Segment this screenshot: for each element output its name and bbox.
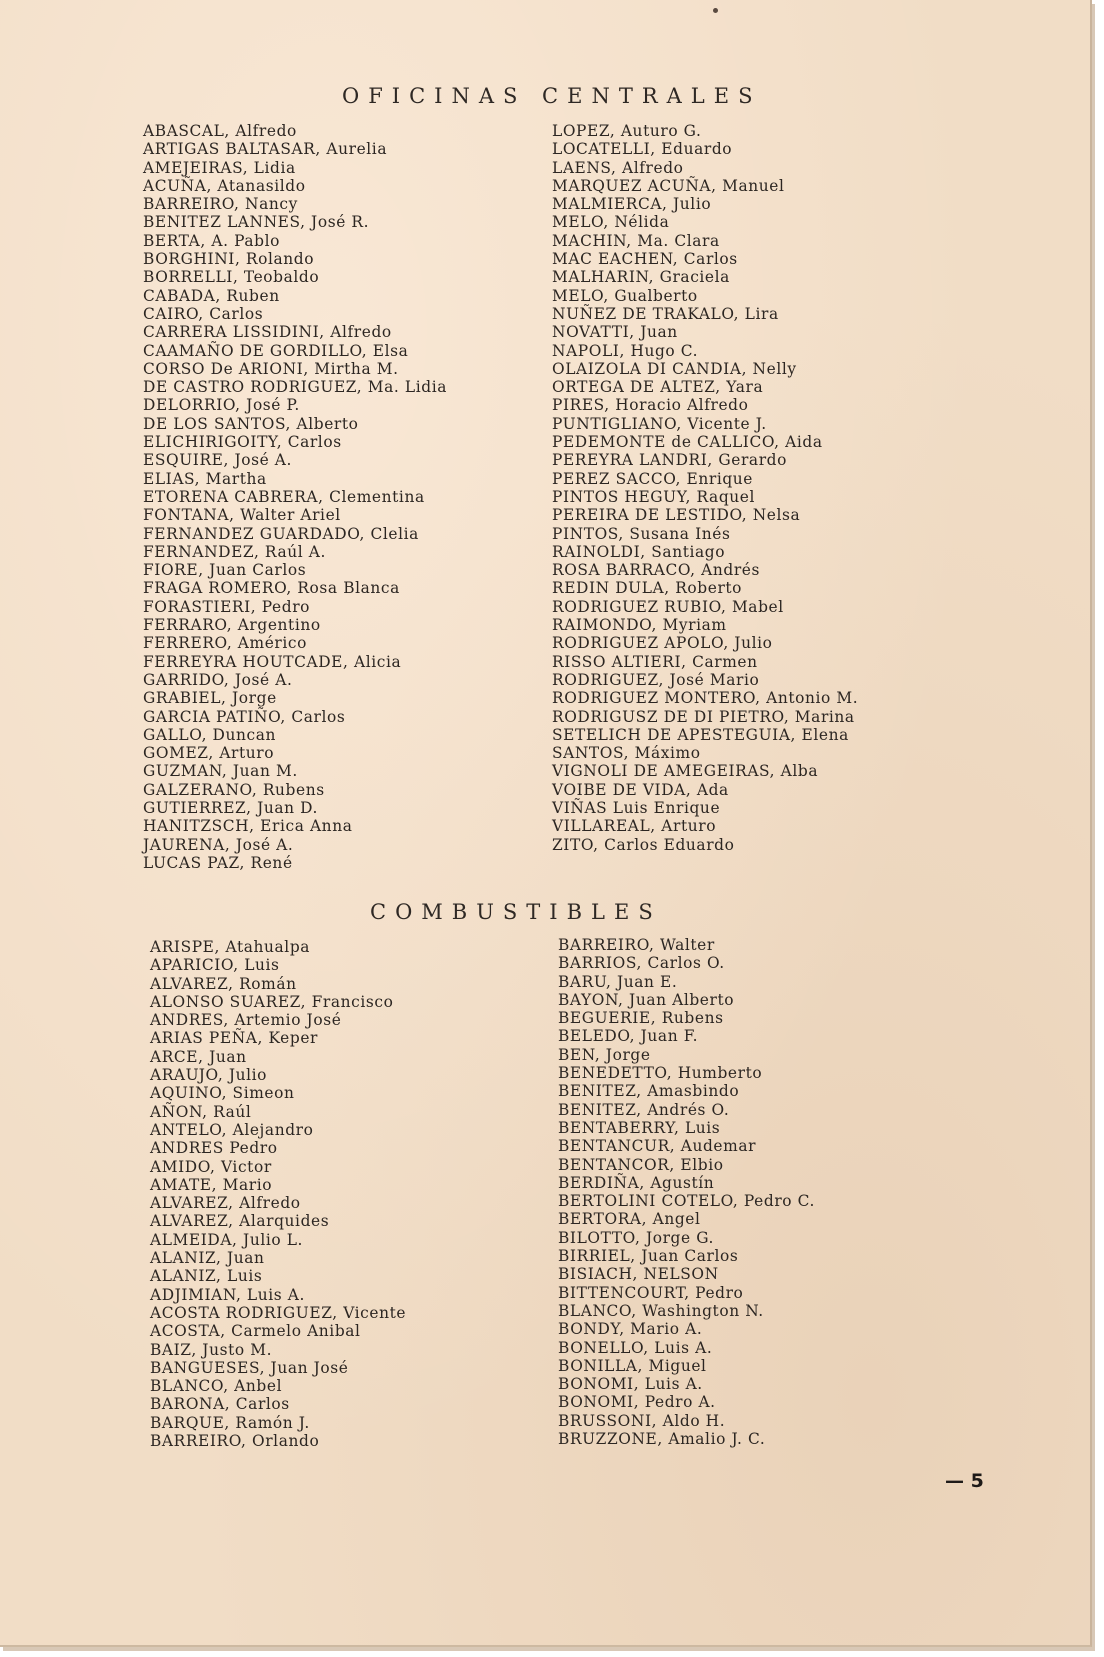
name-entry: GALZERANO, Rubens <box>143 780 325 799</box>
name-entry: BARRIOS, Carlos O. <box>558 954 725 973</box>
name-entry: FERNANDEZ, Raúl A. <box>143 542 326 561</box>
name-entry: MELO, Nélida <box>552 213 670 232</box>
name-entry: AÑON, Raúl <box>150 1102 252 1121</box>
name-entry: MAC EACHEN, Carlos <box>552 250 738 269</box>
name-entry: ALANIZ, Juan <box>150 1249 265 1268</box>
name-entry: ACOSTA, Carmelo Anibal <box>150 1322 361 1341</box>
name-entry: BARREIRO, Orlando <box>150 1432 320 1451</box>
name-entry: ALONSO SUAREZ, Francisco <box>150 992 394 1011</box>
name-entry: NUÑEZ DE TRAKALO, Lira <box>552 304 779 323</box>
name-entry: BONILLA, Miguel <box>558 1356 707 1375</box>
name-entry: VIGNOLI DE AMEGEIRAS, Alba <box>552 762 819 781</box>
name-entry: GARRIDO, José A. <box>143 670 293 689</box>
name-entry: RAINOLDI, Santiago <box>552 542 726 561</box>
name-entry: CAAMAÑO DE GORDILLO, Elsa <box>143 341 409 360</box>
name-entry: REDIN DULA, Roberto <box>552 579 743 598</box>
name-entry: JAURENA, José A. <box>143 835 294 854</box>
name-entry: ORTEGA DE ALTEZ, Yara <box>552 378 764 397</box>
name-entry: BONOMI, Pedro A. <box>558 1393 716 1412</box>
name-entry: CAIRO, Carlos <box>143 304 264 323</box>
name-entry: BORGHINI, Rolando <box>143 250 315 269</box>
name-entry: FERNANDEZ GUARDADO, Clelia <box>143 524 419 543</box>
name-entry: AMATE, Mario <box>150 1175 273 1194</box>
name-entry: PINTOS, Susana Inés <box>552 524 731 543</box>
name-entry: ANDRES Pedro <box>150 1139 278 1158</box>
name-entry: GARCIA PATIÑO, Carlos <box>143 707 346 726</box>
name-entry: BENITEZ, Amasbindo <box>558 1082 740 1101</box>
name-entry: CARRERA LISSIDINI, Alfredo <box>143 323 392 342</box>
name-entry: RODRIGUEZ MONTERO, Antonio M. <box>552 689 859 708</box>
name-entry: BENITEZ, Andrés O. <box>558 1100 730 1119</box>
name-entry: ABASCAL, Alfredo <box>143 122 297 140</box>
name-entry: ALVAREZ, Román <box>150 974 297 993</box>
name-entry: DE LOS SANTOS, Alberto <box>143 414 359 433</box>
name-entry: FRAGA ROMERO, Rosa Blanca <box>143 579 400 598</box>
name-entry: BANGUESES, Juan José <box>150 1358 349 1377</box>
name-entry: DELORRIO, José P. <box>143 396 300 415</box>
name-entry: PUNTIGLIANO, Vicente J. <box>552 414 767 433</box>
section-title-oficinas-centrales: OFICINAS CENTRALES <box>342 84 762 108</box>
name-entry: FORASTIERI, Pedro <box>143 597 311 616</box>
name-entry: LOCATELLI, Eduardo <box>552 140 733 159</box>
name-entry: ALVAREZ, Alfredo <box>150 1194 301 1213</box>
name-entry: ADJIMIAN, Luis A. <box>150 1285 305 1304</box>
name-entry: LAENS, Alfredo <box>552 158 684 177</box>
name-entry: ETORENA CABRERA, Clementina <box>143 487 425 506</box>
name-entry: ARAUJO, Julio <box>150 1066 268 1085</box>
name-entry: DE CASTRO RODRIGUEZ, Ma. Lidia <box>143 378 447 397</box>
name-entry: RAIMONDO, Myriam <box>552 616 727 635</box>
name-entry: NAPOLI, Hugo C. <box>552 341 699 360</box>
name-entry: BERTOLINI COTELO, Pedro C. <box>558 1192 815 1211</box>
name-entry: GUTIERREZ, Juan D. <box>143 798 319 817</box>
name-entry: SETELICH DE APESTEGUIA, Elena <box>552 725 849 744</box>
page-number: — 5 <box>945 1470 984 1492</box>
name-entry: BENTANCUR, Audemar <box>558 1137 757 1156</box>
name-entry: ZITO, Carlos Eduardo <box>552 835 735 854</box>
name-entry: VOIBE DE VIDA, Ada <box>552 780 729 799</box>
name-entry: GUZMAN, Juan M. <box>143 762 298 781</box>
name-entry: BAYON, Juan Alberto <box>558 990 735 1009</box>
name-entry: ANDRES, Artemio José <box>150 1011 342 1030</box>
name-entry: ALANIZ, Luis <box>150 1267 263 1286</box>
name-entry: ROSA BARRACO, Andrés <box>552 561 760 580</box>
name-entry: AMIDO, Victor <box>150 1157 272 1176</box>
name-entry: VILLAREAL, Arturo <box>552 817 717 836</box>
name-entry: ARTIGAS BALTASAR, Aurelia <box>143 140 388 159</box>
name-entry: RODRIGUEZ, José Mario <box>552 670 760 689</box>
name-entry: FERRARO, Argentino <box>143 616 321 635</box>
name-entry: BONDY, Mario A. <box>558 1320 703 1339</box>
name-entry: BELEDO, Juan F. <box>558 1027 699 1046</box>
name-entry: ELICHIRIGOITY, Carlos <box>143 433 342 452</box>
name-entry: CABADA, Ruben <box>143 286 280 305</box>
name-entry: PEREZ SACCO, Enrique <box>552 469 754 488</box>
name-entry: SANTOS, Máximo <box>552 744 701 763</box>
name-entry: BRUZZONE, Amalio J. C. <box>558 1430 766 1449</box>
paper-speck <box>713 8 718 13</box>
name-entry: BENTABERRY, Luis <box>558 1118 721 1137</box>
name-entry: PEREIRA DE LESTIDO, Nelsa <box>552 506 801 525</box>
name-entry: LUCAS PAZ, René <box>143 853 293 872</box>
name-entry: NOVATTI, Juan <box>552 323 678 342</box>
name-entry: AQUINO, Simeon <box>150 1084 295 1103</box>
name-entry: RODRIGUEZ RUBIO, Mabel <box>552 597 784 616</box>
name-entry: GALLO, Duncan <box>143 725 277 744</box>
combustibles-left-column <box>150 938 406 1450</box>
name-entry: RODRIGUSZ DE DI PIETRO, Marina <box>552 707 855 726</box>
name-entry: APARICIO, Luis <box>150 956 280 975</box>
name-entry: MALHARIN, Graciela <box>552 268 730 287</box>
name-entry: BARREIRO, Nancy <box>143 195 298 214</box>
name-entry: ARIAS PEÑA, Keper <box>150 1029 318 1048</box>
name-entry: ARCE, Juan <box>150 1047 247 1066</box>
name-entry: ACOSTA RODRIGUEZ, Vicente <box>150 1303 407 1322</box>
name-entry: BARREIRO, Walter <box>558 936 715 954</box>
oficinas-centrales-right-column <box>552 122 858 854</box>
name-entry: ELIAS, Martha <box>143 469 267 488</box>
section-title-combustibles: COMBUSTIBLES <box>370 900 662 924</box>
name-entry: BARQUE, Ramón J. <box>150 1413 310 1432</box>
name-entry: BERDIÑA, Agustín <box>558 1173 715 1192</box>
name-entry: ACUÑA, Atanasildo <box>143 176 306 195</box>
name-entry: CORSO De ARIONI, Mirtha M. <box>143 359 399 378</box>
name-entry: FERREYRA HOUTCADE, Alicia <box>143 652 402 671</box>
name-entry: PEREYRA LANDRI, Gerardo <box>552 451 787 470</box>
name-entry: BEGUERIE, Rubens <box>558 1009 724 1028</box>
name-entry: RODRIGUEZ APOLO, Julio <box>552 634 773 653</box>
name-entry: FONTANA, Walter Ariel <box>143 506 341 525</box>
name-entry: MACHIN, Ma. Clara <box>552 231 720 250</box>
name-entry: MARQUEZ ACUÑA, Manuel <box>552 176 785 195</box>
name-entry: GRABIEL, Jorge <box>143 689 277 708</box>
name-entry: VIÑAS Luis Enrique <box>552 798 721 817</box>
name-entry: HANITZSCH, Erica Anna <box>143 817 353 836</box>
name-entry: PEDEMONTE de CALLICO, Aida <box>552 433 823 452</box>
name-entry: LOPEZ, Auturo G. <box>552 122 702 140</box>
name-entry: BORRELLI, Teobaldo <box>143 268 320 287</box>
name-entry: BLANCO, Anbel <box>150 1377 283 1396</box>
name-entry: BERTA, A. Pablo <box>143 231 280 250</box>
name-entry: BARU, Juan E. <box>558 972 678 991</box>
name-entry: FERRERO, Américo <box>143 634 307 653</box>
name-entry: OLAIZOLA DI CANDIA, Nelly <box>552 359 797 378</box>
name-entry: MALMIERCA, Julio <box>552 195 712 214</box>
name-entry: BARONA, Carlos <box>150 1395 290 1414</box>
name-entry: BONOMI, Luis A. <box>558 1375 703 1394</box>
name-entry: FIORE, Juan Carlos <box>143 561 307 580</box>
name-entry: BIRRIEL, Juan Carlos <box>558 1247 739 1266</box>
name-entry: ALMEIDA, Julio L. <box>150 1230 304 1249</box>
name-entry: MELO, Gualberto <box>552 286 698 305</box>
name-entry: RISSO ALTIERI, Carmen <box>552 652 758 671</box>
name-entry: BERTORA, Angel <box>558 1210 701 1229</box>
name-entry: BENTANCOR, Elbio <box>558 1155 724 1174</box>
name-entry: ALVAREZ, Alarquides <box>150 1212 330 1231</box>
oficinas-centrales-left-column <box>143 122 447 872</box>
name-entry: AMEJEIRAS, Lidia <box>143 158 296 177</box>
name-entry: BLANCO, Washington N. <box>558 1301 764 1320</box>
name-entry: GOMEZ, Arturo <box>143 744 275 763</box>
name-entry: ANTELO, Alejandro <box>150 1120 314 1139</box>
combustibles-right-column <box>558 936 815 1448</box>
name-entry: ARISPE, Atahualpa <box>150 938 311 956</box>
name-entry: BILOTTO, Jorge G. <box>558 1228 715 1247</box>
name-entry: BONELLO, Luis A. <box>558 1338 713 1357</box>
name-entry: PINTOS HEGUY, Raquel <box>552 487 756 506</box>
name-entry: BAIZ, Justo M. <box>150 1340 273 1359</box>
name-entry: BENITEZ LANNES, José R. <box>143 213 370 232</box>
name-entry: BISIACH, NELSON <box>558 1265 719 1284</box>
name-entry: BITTENCOURT, Pedro <box>558 1283 744 1302</box>
name-entry: ESQUIRE, José A. <box>143 451 292 470</box>
name-entry: BEN, Jorge <box>558 1045 651 1064</box>
name-entry: BENEDETTO, Humberto <box>558 1064 763 1083</box>
name-entry: PIRES, Horacio Alfredo <box>552 396 749 415</box>
name-entry: BRUSSONI, Aldo H. <box>558 1411 726 1430</box>
